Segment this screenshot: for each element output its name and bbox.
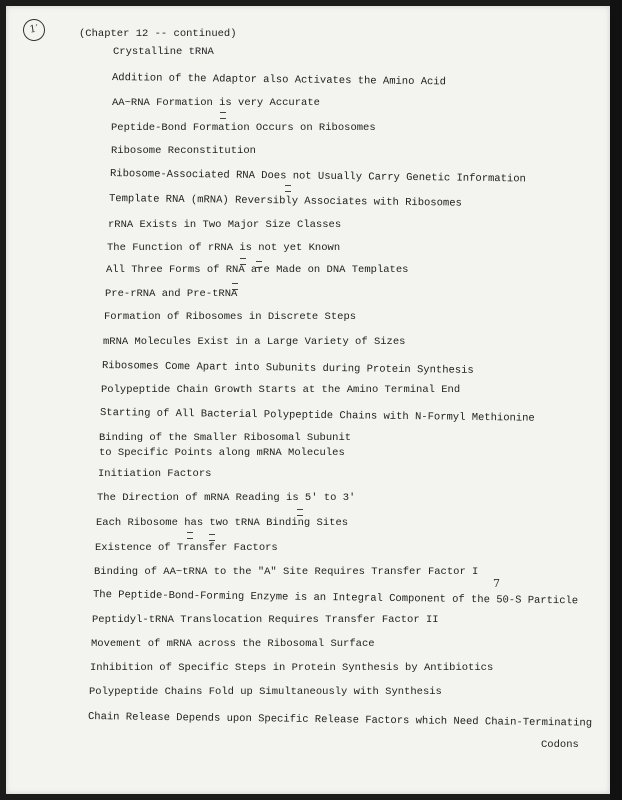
topic-line: Crystalline tRNA [113, 46, 214, 58]
topic-line: Ribosome-Associated RNA Does not Usually Carry Genetic Information [109, 168, 526, 186]
emphasis-mark [240, 258, 246, 265]
topic-line: Binding of the Smaller Ribosomal Subunit to Specific Points along mRNA Molecules [99, 432, 352, 459]
topic-line: Inhibition of Specific Steps in Protein Synthesis by Antibiotics [90, 662, 494, 674]
emphasis-mark [232, 283, 238, 290]
topic-line: Template RNA (mRNA) Reversibly Associates with Ribosomes [108, 193, 462, 210]
topic-line: Movement of mRNA across the Ribosomal Surface [91, 638, 375, 650]
emphasis-mark [187, 532, 193, 539]
handwritten-correction: 7 [493, 577, 500, 590]
topic-line: Peptidyl-tRNA Translocation Requires Transfer Factor II [92, 614, 439, 626]
topic-line: All Three Forms of RNA are Made on DNA Templates [106, 264, 409, 276]
topic-line: rRNA Exists in Two Major Size Classes [108, 219, 342, 231]
emphasis-mark [285, 185, 291, 192]
topic-line: Polypeptide Chain Growth Starts at the Amino Terminal End [101, 384, 461, 396]
topic-line: mRNA Molecules Exist in a Large Variety of Sizes [103, 336, 406, 348]
topic-line: Starting of All Bacterial Polypeptide Chains with N-Formyl Methionine [99, 407, 535, 425]
topic-line: Peptide-Bond Formation Occurs on Ribosomes [111, 122, 376, 134]
topic-line: AA~RNA Formation is very Accurate [112, 97, 320, 109]
topic-line: Ribosomes Come Apart into Subunits during Protein Synthesis [101, 360, 474, 377]
document-page [6, 6, 610, 794]
topic-line: Each Ribosome has two tRNA Binding Sites [96, 517, 349, 529]
topic-line: The Function of rRNA is not yet Known [107, 242, 341, 254]
scan-border [610, 0, 622, 800]
topic-line: Formation of Ribosomes in Discrete Steps [104, 311, 357, 323]
topic-line: The Peptide-Bond-Forming Enzyme is an Integral Component of the 50-S Particle [92, 589, 579, 608]
emphasis-mark [220, 112, 226, 119]
topic-line: Initiation Factors [98, 468, 212, 480]
topic-line: Ribosome Reconstitution [111, 145, 256, 157]
emphasis-mark [209, 534, 215, 541]
emphasis-mark [256, 261, 262, 268]
topic-line: Chain Release Depends upon Specific Release Factors which Need Chain-Terminating [87, 711, 593, 730]
page-number: 1′ [22, 18, 47, 43]
topic-line: Addition of the Adaptor also Activates the Amino Acid [111, 72, 447, 89]
topic-line: Pre-rRNA and Pre-tRNA [105, 288, 238, 300]
emphasis-mark [297, 509, 303, 516]
topic-line-continuation: Codons [541, 739, 579, 751]
topic-line: Binding of AA~tRNA to the "A" Site Requires Transfer Factor I [94, 566, 479, 578]
topic-line: Existence of Transfer Factors [95, 542, 278, 554]
topic-line: The Direction of mRNA Reading is 5' to 3' [97, 492, 356, 504]
chapter-header: (Chapter 12 -- continued) [79, 28, 237, 40]
topic-line: Polypeptide Chains Fold up Simultaneously with Synthesis [89, 686, 442, 698]
